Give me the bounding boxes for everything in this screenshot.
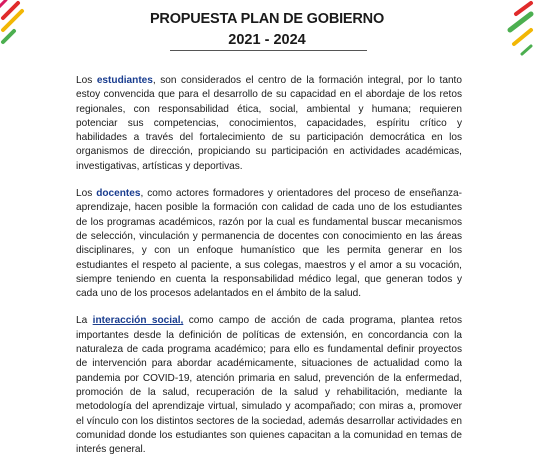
- title-underline: [170, 50, 367, 51]
- keyword-docentes: docentes: [96, 188, 141, 200]
- paragraph-text: , como actores formadores y orientadores del proceso de enseñanza-aprendizaje, hacen posible la formación con calidad de cada uno de los estudiantes de los programas académicos, razón por la cual es fundamental buscar mecanismos de selección, vinculación y permanencia de docentes con conocimiento en las áreas disciplinares, y con un enfoque humanístico que les permita generar en los estudiantes el respeto al paciente, a sus colegas, maestros y el amor a su vocación, siempre teniendo en cuenta la responsabilidad médico legal, que generan todos y cada uno de los procesos adelantados en el ámbito de la salud.: [76, 188, 462, 300]
- paragraph-text: La: [76, 315, 93, 327]
- paragraph-text: Los: [76, 75, 97, 86]
- document-body: [76, 74, 462, 470]
- paragraph-text: Los: [76, 188, 97, 200]
- paragraph-interaccion-social: [76, 314, 462, 457]
- keyword-interaccion-social: interacción social,: [92, 315, 184, 327]
- keyword-estudiantes: estudiantes: [96, 75, 153, 86]
- document-title: PROPUESTA PLAN DE GOBIERNO: [149, 11, 385, 27]
- paragraph-docentes: [76, 187, 462, 301]
- paragraph-estudiantes: [76, 74, 462, 174]
- paragraph-text: , son considerados el centro de la formación integral, por lo tanto estoy convencida que para el desarrollo de su capacidad en el abordaje de los retos regionales, con responsabilidad ética, social, ambiental y humana; requieren potenciar sus competencias, conocimientos, capacidades, espíritu crítico y habilidades a través del fortalecimiento de su participación democrática en los organismos de dirección, propiciando su participación en actividades académicas, investigativas, artísticas y deportivas.: [76, 75, 462, 172]
- document-header: [0, 10, 534, 49]
- paragraph-text: como campo de acción de cada programa, plantea retos importantes desde la definición de políticas de extensión, en concordancia con la naturaleza de cada programa académico; para ello es fundamental definir proyectos de intervención para abordar académicamente, situaciones de actualidad como la pandemia por COVID-19, atención primaria en salud, prevención de la enfermedad, promoción de la salud, recuperación de la salud y rehabilitación, mediante la metodología del aprendizaje virtual, simulado y acompañado; con miras a, promover el vínculo con los distintos sectores de la sociedad, además desarrollar actividades en comunidad donde los estudiantes son quienes capacitan a la comunidad en temas de interés general.: [76, 315, 463, 456]
- document-years: 2021 - 2024: [228, 32, 306, 48]
